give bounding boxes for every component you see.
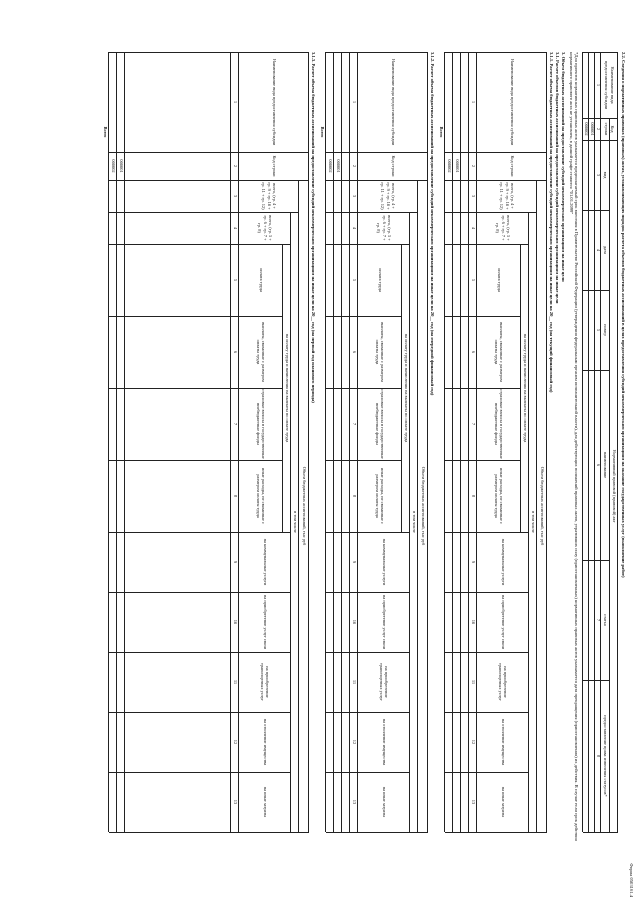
column-number: 4 [351,226,357,230]
col-name-header: Наименование вида предоставления субсидии [509,58,515,146]
col-insurance-header: страховые взносы в государственные внебюджетные фонды [375,389,386,459]
col-comm-header: на приобретение услуг связи [500,595,506,649]
col-name-header: Наименование вида предоставления субсидии [604,60,615,110]
column-number: 10 [351,619,357,625]
section-3-1-title: 3.1. Расчет объемов бюджетных ассигнований на предоставление субсидий некоммерческим организациям на иные цели [555,52,560,304]
legal-act-group-header: Нормативный правовой (правовой) акт [611,449,617,523]
col-comm-header: на приобретение услуг связи [262,595,268,649]
row-code: 000002 [446,159,452,173]
col-labor-total-header: всего, (гр. 5 + гр. 6 + гр. 7 + гр. 8) [257,215,273,241]
col-name-header: Наименование вида предоставления субсидии [271,58,277,146]
column-number: 13 [351,799,357,805]
column-number: 4 [232,226,238,230]
colnum: 5 [595,328,601,332]
column-number: 5 [470,278,476,282]
row-code: 000001 [454,159,460,173]
including-header: в том числе [530,511,536,533]
amount-group-header: Объем бюджетных ассигнований, тыс руб [420,466,426,546]
column-number: 9 [232,560,238,564]
col-total-header: всего, (гр. 4 + гр. 9 + гр. 10 + гр. 11 + гр. 12) [380,182,396,210]
column-number: 9 [351,560,357,564]
row-code: 000002 [583,122,589,136]
column-number: 8 [351,494,357,498]
row-code: 000001 [335,159,341,173]
colnum: 1 [595,83,601,87]
col-property-header: на отопление имущества [262,718,268,766]
column-number: 1 [232,100,238,104]
col-misc-header: на иные затраты [381,786,387,818]
column-number: 7 [232,422,238,426]
column-number: 13 [232,799,238,805]
column-number: 8 [232,494,238,498]
subcol-date: дата [603,246,609,254]
column-number: 11 [470,679,476,685]
col-property-header: на отопление имущества [500,718,506,766]
col-comm-header: на приобретение услуг связи [381,595,387,649]
column-number: 1 [470,100,476,104]
total-label: Всего [439,126,445,138]
col-transport-header: на приобретение транспортных услуг [379,663,390,701]
col-name-header: Наименование вида предоставления субсидии [390,58,396,146]
col-utilities-header: на коммунальные услуги [262,538,268,586]
column-number: 2 [232,164,238,168]
column-number: 9 [470,560,476,564]
col-transport-header: на приобретение транспортных услуг [498,663,509,701]
labor-group-header: на оплату труда и начисления на выплаты по оплате труда [284,333,290,443]
col-code-header: Код строки [271,155,277,177]
column-number: 11 [351,679,357,685]
row-code: 000002 [327,159,333,173]
column-number: 4 [470,226,476,230]
col-misc-header: на иные затраты [500,786,506,818]
column-number: 11 [232,679,238,685]
col-other-header: иные расходы, не связанные с размером оплаты труда [256,468,267,524]
column-number: 2 [470,164,476,168]
column-number: 3 [470,194,476,198]
col-other-header: иные расходы, не связанные с размером оплаты труда [375,468,386,524]
col-pay-header: оплата труда [377,268,383,292]
row-code: 000001 [118,159,124,173]
table-3-1-2-title: 3.1.2. Расчет объема бюджетных ассигнований на предоставление субсидий некоммерческим организациям на иные цели на 20__ год (на очередной финансовый год) [430,52,435,396]
column-number: 3 [232,194,238,198]
colnum: 2 [595,127,601,131]
total-label: Всего [320,126,326,138]
col-utilities-header: на коммунальные услуги [381,538,387,586]
table-3-1-1 [439,52,547,832]
column-number: 13 [470,799,476,805]
col-code-header: Код строки [509,155,515,177]
colnum: 6 [595,463,601,467]
subcol-article: статья [603,614,609,626]
column-number: 7 [351,422,357,426]
colnum: 7 [595,618,601,622]
subcol-title: наименование [603,451,609,479]
col-payments-header: выплаты, связанные с размером оплаты труда [494,322,505,382]
colnum: 8 [595,754,601,758]
column-number: 12 [470,739,476,745]
table-3-1-3 [103,52,309,832]
col-code-header: Код строки [390,155,396,177]
column-number: 3 [351,194,357,198]
footnote: *Для проектов нормативных правовых актов указывается предполагаемый срок внесения в Правительство Российской Федерации (утверждения федеральным органом исполнительной власти), для действующих положений правовых актов, утративших силу (приостановленных) нормативных правовых актов указывается дата прекращения (приостановления) их действия. В случае если срок действия нормативного правового акта не установлен, в данной графе ставится "01.01.2099" [568,52,579,841]
col-property-header: на отопление имущества [381,718,387,766]
col-transport-header: на приобретение транспортных услуг [260,663,271,701]
col-insurance-header: страховые взносы в государственные внебюджетные фонды [256,389,267,459]
amount-group-header: Объем бюджетных ассигнований, тыс руб [301,466,307,546]
subcol-kind: вид [603,171,609,179]
col-labor-total-header: всего, (гр. 5 + гр. 6 + гр. 7 + гр. 8) [495,215,511,241]
table-3-1-3-title: 3.1.3. Расчет объема бюджетных ассигнований на предоставление субсидий некоммерческим организациям на иные цели на 20__ год (на первый год планового периода) [311,52,316,403]
col-total-header: всего, (гр. 4 + гр. 9 + гр. 10 + гр. 11 + гр. 12) [261,182,277,210]
column-number: 10 [470,619,476,625]
amount-group-header: Объем бюджетных ассигнований, тыс руб [539,466,545,546]
table-3-1-1-title: 3.1.1. Расчет объема бюджетных ассигнований на предоставление субсидий некоммерческим организациям на иные цели на 20__ год (на текущий финансовый год) [549,52,554,393]
subcol-number: номер [603,324,609,336]
including-header: в том числе [411,511,417,533]
section-3-title: 3. Объем бюджетных ассигнований на предоставление субсидий некоммерческим организациям на иные цели [561,52,566,282]
column-number: 7 [470,422,476,426]
section-2-2-title: 2.2. Сведения о нормативных правовых (правовых) актах, устанавливающих порядок расчета объемов бюджетных ассигнований в целях предоставления субсидий некоммерческим организациям на оказание государственных услуг (выполнение работ) [621,52,626,578]
colnum: 4 [595,248,601,252]
col-pay-header: оплата труда [496,268,502,292]
column-number: 5 [232,278,238,282]
col-payments-header: выплаты, связанные с размером оплаты труда [375,322,386,382]
column-number: 6 [232,350,238,354]
col-other-header: иные расходы, не связанные с размером оплаты труда [494,468,505,524]
labor-group-header: на оплату труда и начисления на выплаты по оплате труда [522,333,528,443]
col-code-header: Код строки [604,122,615,136]
col-labor-total-header: всего, (гр. 5 + гр. 6 + гр. 7 + гр. 8) [376,215,392,241]
including-header: в том числе [292,511,298,533]
row-code: 000002 [110,159,116,173]
column-number: 6 [351,350,357,354]
column-number: 1 [351,100,357,104]
form-code: Форма 0503161.4 [629,863,634,897]
col-pay-header: оплата труда [258,268,264,292]
column-number: 5 [351,278,357,282]
col-misc-header: на иные затраты [262,786,268,818]
labor-group-header: на оплату труда и начисления на выплаты по оплате труда [403,333,409,443]
col-utilities-header: на коммунальные услуги [500,538,506,586]
column-number: 6 [470,350,476,354]
colnum: 3 [595,173,601,177]
column-number: 2 [351,164,357,168]
subcol-status: предоставление права изменения статусов* [603,715,609,797]
col-insurance-header: страховые взносы в государственные внебюджетные фонды [494,389,505,459]
row-code: 000001 [589,122,595,136]
column-number: 12 [351,739,357,745]
table-3-1-2 [320,52,428,832]
col-total-header: всего, (гр. 4 + гр. 9 + гр. 10 + гр. 11 + гр. 12) [499,182,515,210]
column-number: 10 [232,619,238,625]
column-number: 12 [232,739,238,745]
total-label: Всего [103,126,109,138]
column-number: 8 [470,494,476,498]
col-payments-header: выплаты, связанные с размером оплаты труда [256,322,267,382]
